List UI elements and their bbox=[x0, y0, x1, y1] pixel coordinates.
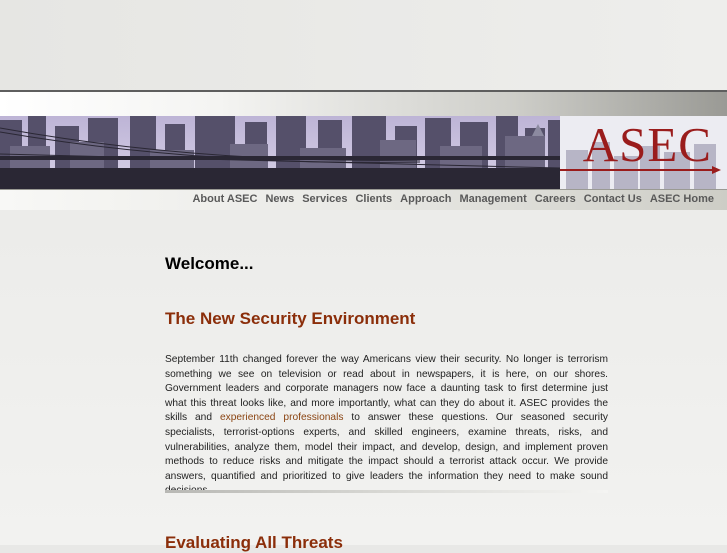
top-blank-band bbox=[0, 0, 727, 91]
nav-management[interactable]: Management bbox=[459, 193, 527, 205]
paragraph-text-end: to answer these questions. Our seasoned security specialists, terrorist-options experts, and skilled engineers, examine threats, risks, and vulnerabilities, analyze them, model their impact, and develop, design, and implement proven methods to reduce risks and mitigate the impact should a terrorist attack occur. We provide answers, quantified and prioritized to give leaders the information they need to make sound bbox=[165, 412, 608, 482]
header-gradient-band bbox=[0, 92, 727, 116]
nav-careers[interactable]: Careers bbox=[534, 193, 576, 205]
section-title-evaluating-threats: Evaluating All Threats bbox=[165, 533, 343, 552]
asec-logo[interactable]: ASEC bbox=[582, 117, 712, 172]
paragraph-text-start: September 11th changed forever the way Americans view their security. No longer is terrorism something we see on television or read about in newspapers, it is here, on our shores. Government leaders and corporate managers now face a daunting task to first determine just what this threat looks like, and more importantly, what can they do about it. ASEC provides the skills and bbox=[165, 354, 608, 424]
nav-services[interactable]: Services bbox=[302, 193, 348, 205]
welcome-heading: Welcome... bbox=[165, 254, 254, 273]
main-nav bbox=[192, 193, 714, 205]
section-title-security-environment: The New Security Environment bbox=[165, 309, 416, 328]
nav-asec-home[interactable]: ASEC Home bbox=[649, 193, 714, 205]
nav-contact-us[interactable]: Contact Us bbox=[583, 193, 642, 205]
nav-clients[interactable]: Clients bbox=[355, 193, 393, 205]
nav-approach[interactable]: Approach bbox=[400, 193, 452, 205]
navigation-bar bbox=[0, 189, 727, 210]
section-divider bbox=[165, 490, 608, 493]
nav-about-asec[interactable]: About ASEC bbox=[192, 193, 258, 205]
intro-paragraph bbox=[165, 353, 608, 499]
nav-news[interactable]: News bbox=[265, 193, 295, 205]
experienced-professionals-link[interactable]: experienced professionals bbox=[219, 412, 344, 424]
skyline-banner bbox=[0, 116, 727, 189]
